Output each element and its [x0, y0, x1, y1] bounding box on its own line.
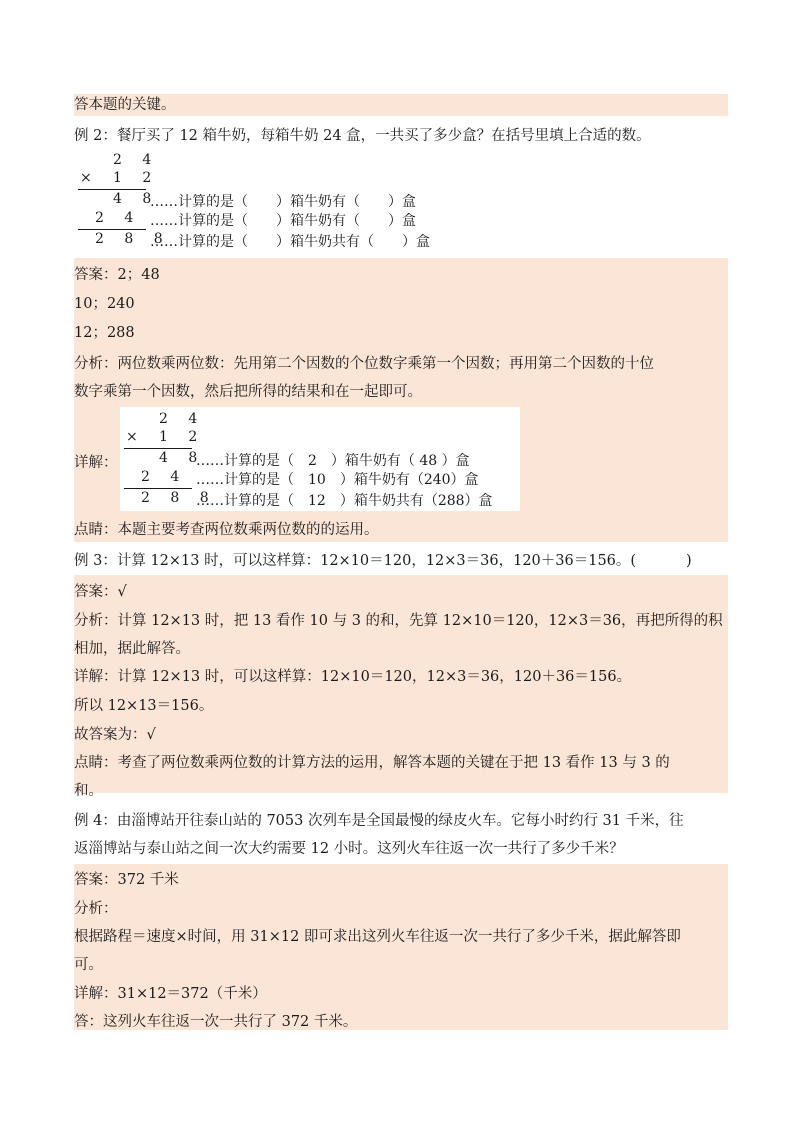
example-3-bracket: ): [686, 553, 692, 569]
product-sum: 2 8 8: [95, 231, 171, 247]
partial-product-1: 4 8: [159, 450, 206, 466]
vertical-multiplication-blank: [78, 152, 498, 252]
underline: [78, 229, 146, 230]
detail-4: 详解：31×12＝372（千米）: [74, 986, 267, 1002]
analysis-3-line1: 分析：计算 12×13 时，把 13 看作 10 与 3 的和，先算 12×10＝120，12×3＝36，再把所得的积: [74, 613, 723, 629]
analysis-2-line1: 分析：两位数乘两位数：先用第二个因数的个位数字乘第一个因数；再用第二个因数的十位: [74, 356, 654, 372]
analysis-4-label: 分析：: [74, 901, 118, 917]
product-sum-text: ……计算的是（ 12 ）箱牛奶共有（288）盒: [196, 493, 493, 509]
underline: [78, 189, 146, 190]
answer-3: 答案：√: [74, 584, 127, 600]
partial-product-2: 2 4: [95, 210, 142, 226]
underline: [124, 448, 192, 449]
example-4-line2: 返淄博站与泰山站之间一次大约需要 12 小时。这列火车往返一次一共行了多少千米？: [74, 841, 624, 857]
detail-3-line3: 故答案为：√: [74, 727, 156, 743]
answer-2-line3: 12；288: [74, 325, 135, 341]
final-answer-4: 答：这列火车往返一次一共行了 372 千米。: [74, 1014, 358, 1030]
tip-3-line2: 和。: [74, 783, 103, 799]
partial-product-2-text: ……计算的是（ 10 ）箱牛奶有（240）盒: [196, 472, 479, 488]
partial-product-2-text: ……计算的是（ ）箱牛奶有（ ）盒: [150, 213, 416, 229]
tip-2: 点睛：本题主要考查两位数乘两位数的的运用。: [74, 522, 379, 538]
example-2-question: 例 2：餐厅买了 12 箱牛奶，每箱牛奶 24 盒，一共买了多少盒？在括号里填上合适的数。: [74, 128, 651, 144]
product-sum-text: ……计算的是（ ）箱牛奶共有（ ）盒: [150, 234, 430, 250]
detail-3-line1: 详解：计算 12×13 时，可以这样算：12×10＝120，12×3＝36，120＋36＝156。: [74, 669, 632, 685]
multiplier: 1 2: [159, 429, 206, 445]
tip-3-line1: 点睛：考查了两位数乘两位数的计算方法的运用，解答本题的关键在于把 13 看作 13 与 3 的: [74, 755, 670, 771]
answer-2-line1: 答案：2；48: [74, 267, 160, 283]
detail-label: 详解：: [74, 455, 118, 471]
analysis-3-line2: 相加，据此解答。: [74, 641, 190, 657]
example-4-line1: 例 4：由淄博站开往泰山站的 7053 次列车是全国最慢的绿皮火车。它每小时约行 31 千米，往: [74, 813, 684, 829]
analysis-2-line2: 数字乘第一个因数，然后把所得的结果和在一起即可。: [74, 384, 422, 400]
multiplicand: 2 4: [113, 152, 160, 168]
vertical-multiplication-filled: [120, 407, 520, 511]
times-sign: ×: [126, 429, 138, 445]
product-sum: 2 8 8: [141, 490, 217, 506]
detail-3-line2: 所以 12×13＝156。: [74, 698, 214, 714]
partial-product-1: 4 8: [113, 191, 160, 207]
partial-product-1-text: ……计算的是（ 2 ）箱牛奶有（ 48 ）盒: [196, 453, 470, 469]
partial-product-1-text: ……计算的是（ ）箱牛奶有（ ）盒: [150, 194, 416, 210]
analysis-4-line2: 可。: [74, 957, 103, 973]
answer-4: 答案：372 千米: [74, 872, 179, 888]
times-sign: ×: [80, 170, 92, 186]
analysis-4-line1: 根据路程＝速度×时间，用 31×12 即可求出这列火车往返一次一共行了多少千米，据此解答即: [74, 929, 681, 945]
partial-product-2: 2 4: [141, 469, 188, 485]
underline: [124, 488, 192, 489]
multiplicand: 2 4: [159, 411, 206, 427]
text-line: 答本题的关键。: [74, 97, 176, 113]
example-3-question: 例 3：计算 12×13 时，可以这样算：12×10＝120，12×3＝36，120＋36＝156。(: [74, 553, 637, 569]
multiplier: 1 2: [113, 170, 160, 186]
answer-2-line2: 10；240: [74, 296, 135, 312]
